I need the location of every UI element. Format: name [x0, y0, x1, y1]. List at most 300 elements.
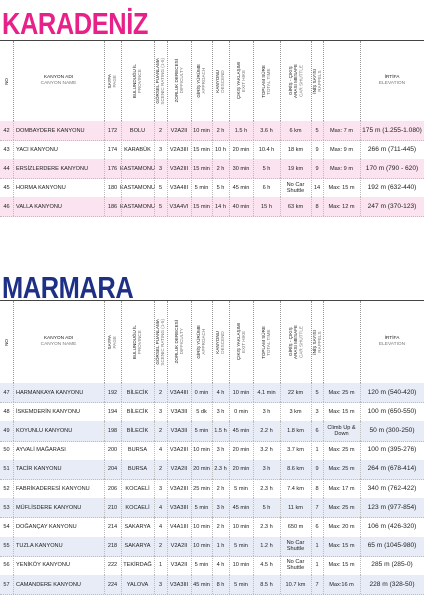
cell-page: 204: [107, 466, 118, 473]
karadeniz-title: KARADENİZ: [2, 6, 149, 41]
cell-separator: [360, 383, 361, 402]
cell-shuttle: 6 km: [289, 127, 302, 134]
header-separator: [212, 41, 213, 121]
cell-no: 46: [3, 203, 10, 210]
cell-descent: 3 h: [216, 408, 225, 415]
cell-separator: [253, 479, 254, 498]
cell-separator: [13, 140, 14, 159]
cell-shuttle: 8.6 km: [287, 466, 304, 473]
cell-separator: [191, 479, 192, 498]
cell-separator: [212, 383, 213, 402]
header-elev-line-0: İRTİFA: [384, 75, 400, 80]
cell-shuttle: No Car Shuttle: [286, 181, 305, 194]
cell-diff: V3A2III: [169, 165, 189, 172]
cell-name: AYVALİ MAĞARASI: [16, 447, 66, 454]
header-exit: [229, 301, 253, 383]
cell-separator: [13, 460, 14, 479]
cell-separator: [104, 178, 105, 197]
cell-separator: [323, 575, 324, 594]
cell-separator: [253, 517, 254, 536]
cell-separator: [191, 575, 192, 594]
cell-separator: [154, 556, 155, 575]
cell-visual: 2: [158, 427, 163, 434]
cell-separator: [104, 197, 105, 216]
cell-total: 2.3 h: [260, 485, 273, 492]
header-separator: [360, 41, 361, 121]
cell-separator: [212, 121, 213, 140]
table-row: [0, 460, 424, 480]
cell-separator: [212, 537, 213, 556]
header-shuttle-line-1: ARASI MESAFE: [292, 325, 298, 359]
cell-separator: [167, 517, 168, 536]
cell-province: TEKİRDAĞ: [123, 562, 152, 569]
cell-separator: [167, 121, 168, 140]
cell-rappels: 6: [315, 427, 319, 434]
table-row: [0, 517, 424, 537]
cell-exit: 40 min: [232, 203, 250, 210]
cell-separator: [311, 537, 312, 556]
cell-separator: [229, 575, 230, 594]
cell-separator: [280, 383, 281, 402]
cell-separator: [212, 402, 213, 421]
header-separator: [167, 301, 168, 383]
cell-separator: [191, 121, 192, 140]
header-province-line-0: BULUNDUĞU İL: [132, 324, 138, 360]
cell-rappels: 5: [315, 389, 319, 396]
cell-rappels: 7: [315, 504, 319, 511]
cell-visual: 3: [158, 581, 163, 588]
cell-separator: [229, 479, 230, 498]
cell-separator: [323, 121, 324, 140]
cell-shuttle: 10.7 km: [285, 581, 306, 588]
cell-separator: [154, 121, 155, 140]
cell-separator: [360, 537, 361, 556]
header-descent-line-1: DESCEND: [220, 330, 226, 354]
cell-separator: [191, 556, 192, 575]
cell-separator: [229, 383, 230, 402]
cell-separator: [212, 460, 213, 479]
cell-separator: [323, 421, 324, 440]
cell-separator: [323, 460, 324, 479]
cell-separator: [360, 517, 361, 536]
cell-separator: [154, 402, 155, 421]
cell-separator: [253, 537, 254, 556]
cell-separator: [280, 575, 281, 594]
cell-maxrap: Max: 25 m: [328, 389, 355, 396]
cell-rappels: 9: [315, 165, 319, 172]
cell-separator: [311, 178, 312, 197]
cell-approach: 15 min: [193, 165, 210, 172]
cell-separator: [104, 517, 105, 536]
header-separator: [121, 41, 122, 121]
header-descent-line-0: KANYONU: [215, 330, 221, 354]
cell-separator: [212, 178, 213, 197]
cell-separator: [121, 140, 122, 159]
header-approach: [191, 301, 212, 383]
cell-name: ERSİZLERDERE KANYONU: [16, 165, 89, 172]
header-total-line-0: TOPLAM SÜRE: [261, 64, 267, 98]
cell-page: 214: [107, 523, 118, 530]
header-maxrap: [323, 301, 360, 383]
cell-exit: 20 min: [232, 466, 250, 473]
cell-separator: [167, 498, 168, 517]
cell-separator: [104, 498, 105, 517]
cell-visual: 4: [158, 504, 163, 511]
cell-shuttle: 1.8 km: [287, 427, 304, 434]
cell-name: HARMANKAYA KANYONU: [16, 389, 84, 396]
cell-separator: [154, 517, 155, 536]
header-rappels-line-0: İNİŞ SAYISI: [311, 68, 317, 94]
cell-shuttle: 22 km: [287, 389, 304, 396]
cell-total: 2.3 h: [260, 523, 273, 530]
cell-separator: [360, 460, 361, 479]
header-shuttle-line-2: CAR SHUTTLE: [298, 65, 304, 97]
cell-separator: [104, 575, 105, 594]
cell-rappels: 5: [315, 127, 319, 134]
cell-separator: [253, 178, 254, 197]
cell-separator: [154, 460, 155, 479]
cell-maxrap: Max: 9 m: [329, 165, 353, 172]
header-elev-line-0: İRTİFA: [384, 336, 400, 341]
cell-elev: 106 m (426-320): [367, 522, 417, 530]
header-total: [253, 41, 280, 121]
cell-visual: 2: [158, 466, 163, 473]
cell-visual: 5: [158, 203, 163, 210]
header-approach-line-0: GİRİŞ YÜRÜME: [196, 64, 202, 98]
header-page-line-1: PAGE: [112, 74, 118, 88]
header-separator: [121, 301, 122, 383]
cell-separator: [229, 140, 230, 159]
cell-separator: [360, 421, 361, 440]
header-elev: [360, 41, 424, 121]
header-page-line-0: SAYFA: [107, 73, 113, 89]
cell-separator: [311, 402, 312, 421]
cell-separator: [253, 121, 254, 140]
cell-total: 4.5 h: [260, 562, 273, 569]
cell-separator: [311, 421, 312, 440]
header-approach-line-0: GİRİŞ YÜRÜME: [196, 325, 202, 359]
cell-separator: [360, 556, 361, 575]
cell-separator: [167, 556, 168, 575]
cell-page: 224: [107, 581, 118, 588]
cell-separator: [280, 178, 281, 197]
cell-shuttle: 7.4 km: [287, 485, 304, 492]
cell-separator: [167, 178, 168, 197]
cell-separator: [253, 383, 254, 402]
header-shuttle-line-0: GİRİŞ - ÇIKIŞ: [287, 66, 293, 96]
cell-separator: [212, 421, 213, 440]
header-elev: [360, 301, 424, 383]
header-rappels: [311, 41, 323, 121]
table-row: [0, 537, 424, 557]
cell-name: VALLA KANYONU: [16, 203, 62, 210]
header-separator: [154, 301, 155, 383]
cell-separator: [13, 121, 14, 140]
cell-separator: [13, 159, 14, 178]
header-approach-line-1: APPROACH: [201, 68, 207, 94]
cell-province: KASTAMONU: [120, 184, 156, 191]
cell-separator: [167, 441, 168, 460]
cell-approach: 5 min: [194, 184, 209, 191]
cell-separator: [212, 498, 213, 517]
header-name: [13, 41, 104, 121]
cell-no: 43: [3, 146, 10, 153]
cell-separator: [154, 537, 155, 556]
cell-approach: 10 min: [193, 543, 210, 550]
cell-diff: V2A2II: [170, 127, 188, 134]
cell-no: 50: [3, 447, 10, 454]
cell-separator: [121, 441, 122, 460]
cell-province: BOLU: [129, 127, 146, 134]
cell-separator: [323, 140, 324, 159]
cell-no: 57: [3, 581, 10, 588]
cell-separator: [280, 441, 281, 460]
header-visual-line-0: GÖRSEL PUANLAMA: [155, 58, 161, 104]
header-shuttle: [280, 41, 311, 121]
header-separator: [229, 41, 230, 121]
cell-separator: [191, 421, 192, 440]
header-diff-line-0: ZORLUK DERECESİ: [173, 320, 179, 364]
header-no: [0, 301, 13, 383]
cell-separator: [167, 159, 168, 178]
cell-separator: [253, 140, 254, 159]
cell-separator: [311, 159, 312, 178]
cell-separator: [154, 383, 155, 402]
cell-province: SAKARYA: [124, 523, 151, 530]
cell-separator: [229, 517, 230, 536]
cell-maxrap: Max: 9 m: [329, 146, 353, 153]
cell-separator: [167, 537, 168, 556]
cell-separator: [167, 197, 168, 216]
header-exit-line-1: EXIT HIKE: [241, 69, 246, 93]
cell-name: MÜFLİSDERE KANYONU: [16, 504, 82, 511]
cell-no: 42: [3, 127, 10, 134]
cell-province: SAKARYA: [124, 543, 151, 550]
header-province: [121, 41, 154, 121]
cell-approach: 0 min: [194, 389, 209, 396]
cell-exit: 1.5 h: [234, 127, 248, 134]
cell-name: DOMBAYDERE KANYONU: [16, 127, 85, 134]
header-total-line-1: TOTAL TIME: [266, 328, 272, 356]
header-descent-line-0: KANYONU: [215, 69, 221, 93]
cell-separator: [121, 383, 122, 402]
cell-separator: [121, 479, 122, 498]
cell-diff: V2A2II: [170, 466, 188, 473]
cell-separator: [323, 556, 324, 575]
cell-separator: [191, 537, 192, 556]
header-page: [104, 41, 121, 121]
cell-separator: [104, 121, 105, 140]
header-separator: [13, 301, 14, 383]
header-separator: [104, 41, 105, 121]
header-province-line-1: PROVINCE: [137, 330, 143, 354]
table-row: [0, 140, 424, 160]
cell-visual: 5: [158, 184, 163, 191]
cell-separator: [323, 441, 324, 460]
cell-shuttle: 63 km: [287, 203, 304, 210]
table-row: [0, 159, 424, 179]
header-shuttle-line-0: GİRİŞ - ÇIKIŞ: [287, 327, 293, 357]
cell-rappels: 6: [315, 523, 319, 530]
cell-exit: 45 min: [232, 504, 250, 511]
cell-total: 8.5 h: [260, 581, 273, 588]
header-name: [13, 301, 104, 383]
header-exit-line-0: ÇIKIŞ YAKLAŞIMI: [235, 62, 241, 100]
cell-descent: 5 h: [216, 184, 225, 191]
cell-separator: [311, 556, 312, 575]
header-diff: [167, 41, 191, 121]
cell-page: 200: [107, 447, 118, 454]
cell-separator: [323, 178, 324, 197]
cell-separator: [229, 460, 230, 479]
cell-maxrap: Max: 7 m: [329, 127, 353, 134]
cell-separator: [191, 383, 192, 402]
cell-no: 51: [3, 466, 10, 473]
cell-descent: 2.3 h: [214, 466, 227, 473]
cell-total: 3 h: [262, 466, 271, 473]
cell-separator: [121, 159, 122, 178]
cell-separator: [253, 460, 254, 479]
header-diff: [167, 301, 191, 383]
cell-total: 2.2 h: [260, 427, 273, 434]
cell-separator: [121, 421, 122, 440]
cell-total: 1.2 h: [260, 543, 273, 550]
cell-total: 3 h: [262, 408, 271, 415]
cell-visual: 3: [158, 165, 163, 172]
cell-diff: V3A4III: [169, 184, 189, 191]
cell-separator: [212, 441, 213, 460]
cell-separator: [323, 402, 324, 421]
header-separator: [191, 301, 192, 383]
cell-separator: [104, 460, 105, 479]
cell-separator: [253, 402, 254, 421]
table-row: [0, 556, 424, 576]
cell-separator: [104, 140, 105, 159]
header-separator: [323, 301, 324, 383]
cell-diff: V3A2III: [169, 485, 189, 492]
header-rappels-line-1: RAPPELS: [317, 331, 322, 353]
header-separator: [13, 41, 14, 121]
cell-separator: [154, 479, 155, 498]
cell-diff: V3A3III: [169, 581, 189, 588]
cell-page: 198: [107, 427, 118, 434]
cell-province: BİLECİK: [126, 408, 149, 415]
cell-separator: [323, 159, 324, 178]
cell-visual: 1: [158, 562, 163, 569]
cell-page: 222: [107, 562, 118, 569]
cell-descent: 4 h: [216, 562, 225, 569]
cell-approach: 45 min: [193, 581, 210, 588]
cell-descent: 2 h: [216, 485, 225, 492]
cell-total: 10.4 h: [258, 146, 275, 153]
cell-approach: 10 min: [193, 447, 210, 454]
cell-approach: 15 min: [193, 146, 210, 153]
cell-name: İSKEMDERİN KANYONU: [16, 408, 81, 415]
header-exit-line-0: ÇIKIŞ YAKLAŞIMI: [235, 323, 241, 361]
cell-exit: 5 min: [234, 581, 248, 588]
header-visual-line-1: SCENIC RATING (1-5): [160, 57, 166, 105]
cell-approach: 5 dk: [196, 408, 207, 415]
cell-separator: [121, 556, 122, 575]
cell-exit: 5 min: [234, 485, 248, 492]
marmara-title: MARMARA: [2, 270, 134, 305]
cell-separator: [212, 197, 213, 216]
cell-page: 192: [107, 389, 118, 396]
header-name-line-1: CANYON NAME: [40, 342, 77, 347]
header-descent: [212, 301, 229, 383]
cell-approach: 10 min: [193, 523, 210, 530]
cell-visual: 3: [158, 485, 163, 492]
header-diff-line-1: DIFFICULTY: [179, 328, 184, 356]
cell-separator: [191, 517, 192, 536]
cell-elev: 228 m (328-50): [369, 580, 415, 588]
cell-approach: 5 min: [194, 562, 209, 569]
cell-approach: 10 min: [193, 127, 210, 134]
header-page-line-1: PAGE: [112, 335, 118, 349]
cell-separator: [154, 178, 155, 197]
cell-separator: [280, 402, 281, 421]
header-rappels-line-1: RAPPELS: [317, 70, 322, 92]
cell-descent: 4 h: [216, 389, 225, 396]
cell-elev: 285 m (285-0): [371, 561, 413, 569]
cell-separator: [280, 140, 281, 159]
header-separator: [253, 301, 254, 383]
cell-separator: [212, 479, 213, 498]
cell-exit: 0 min: [234, 408, 248, 415]
header-total: [253, 301, 280, 383]
header-visual: [154, 301, 167, 383]
cell-descent: 1 h: [216, 543, 225, 550]
table-row: [0, 402, 424, 422]
cell-descent: 3 h: [216, 504, 225, 511]
cell-separator: [121, 537, 122, 556]
header-separator: [229, 301, 230, 383]
cell-rappels: 1: [315, 543, 319, 550]
cell-separator: [212, 556, 213, 575]
cell-shuttle: 3.7 km: [287, 447, 304, 454]
cell-separator: [191, 159, 192, 178]
cell-separator: [360, 121, 361, 140]
cell-exit: 10 min: [232, 389, 250, 396]
header-no-label: NO: [3, 338, 9, 346]
cell-page: 172: [107, 127, 118, 134]
header-total-line-0: TOPLAM SÜRE: [261, 325, 267, 359]
cell-total: 5 h: [262, 504, 271, 511]
cell-separator: [280, 479, 281, 498]
cell-separator: [360, 479, 361, 498]
cell-rappels: 14: [313, 184, 321, 191]
cell-separator: [191, 441, 192, 460]
cell-province: KARABÜK: [124, 146, 151, 153]
cell-separator: [280, 498, 281, 517]
cell-maxrap: Max: 15 m: [328, 562, 355, 569]
cell-separator: [121, 197, 122, 216]
cell-separator: [229, 556, 230, 575]
header-elev-line-1: ELEVATION: [378, 342, 406, 347]
table-row: [0, 441, 424, 461]
cell-separator: [311, 121, 312, 140]
header-separator: [104, 301, 105, 383]
cell-shuttle: 19 km: [287, 165, 304, 172]
cell-diff: V3A2III: [169, 447, 189, 454]
header-page: [104, 301, 121, 383]
cell-descent: 2 h: [216, 523, 225, 530]
cell-separator: [13, 479, 14, 498]
cell-separator: [154, 197, 155, 216]
cell-province: BURSA: [127, 447, 148, 454]
cell-exit: 10 min: [232, 562, 250, 569]
cell-exit: 45 min: [232, 184, 250, 191]
